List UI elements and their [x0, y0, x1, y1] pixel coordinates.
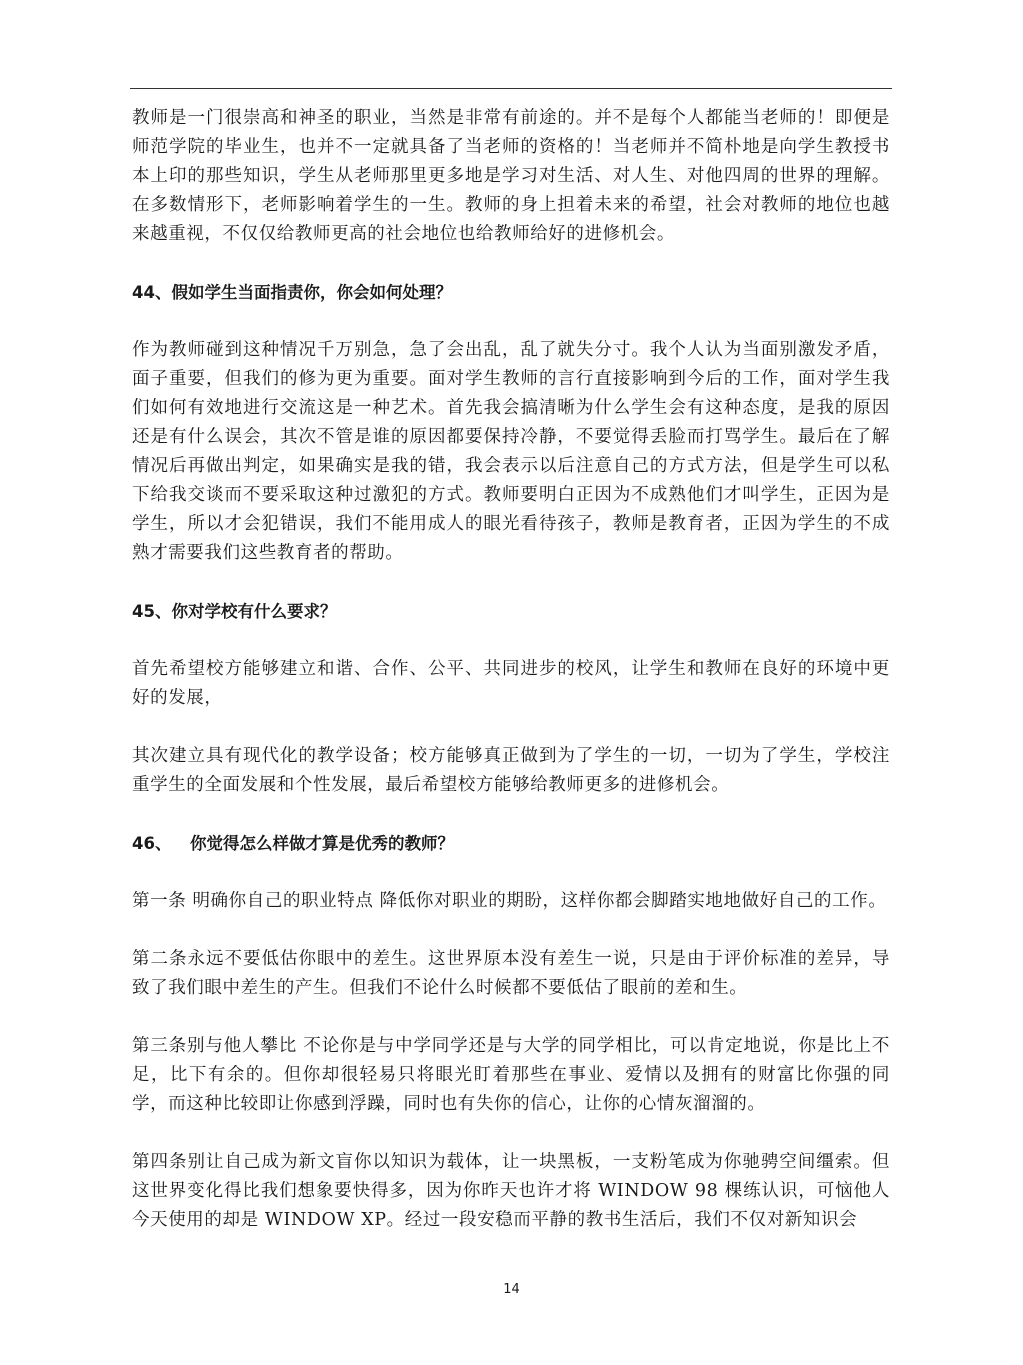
- question-45-number: 45、: [132, 602, 172, 621]
- answer-44-paragraph: 作为教师碰到这种情况千万别急，急了会出乱，乱了就失分寸。我个人认为当面别激发矛盾，面子重要，但我们的修为更为重要。面对学生教师的言行直接影响到今后的工作，面对学生我们如何有效地进行交流这是一种艺术。首先我会搞清晰为什么学生会有这种态度，是我的原因还是有什么误会，其次不管是谁的原因都要保持冷静，不要觉得丢脸而打骂学生。最后在了解情况后再做出判定，如果确实是我的错，我会表示以后注意自己的方式方法，但是学生可以私下给我交谈而不要采取这种过激犯的方式。教师要明白正因为不成熟他们才叫学生，正因为是学生，所以才会犯错误，我们不能用成人的眼光看待孩子，教师是教育者，正因为学生的不成熟才需要我们这些教育者的帮助。: [132, 340, 890, 563]
- question-45-heading: [132, 597, 890, 626]
- header-rule: [130, 88, 892, 89]
- page-content: [132, 104, 890, 1235]
- rule-3-paragraph: 第三条别与他人攀比 不论你是与中学同学还是与大学的同学相比，可以肯定地说，你是比上不足，比下有余的。但你却很轻易只将眼光盯着那些在事业、爱情以及拥有的财富比你强的同学，而这种比较即让你感到浮躁，同时也有失你的信心，让你的心情灰溜溜的。: [132, 1036, 890, 1114]
- rule-1-paragraph: 第一条 明确你自己的职业特点 降低你对职业的期盼，这样你都会脚踏实地地做好自己的工作。: [132, 891, 887, 911]
- question-45-title: 你对学校有什么要求？: [171, 602, 337, 621]
- question-46-number: 46、: [132, 834, 172, 853]
- answer-45-paragraph-2: 其次建立具有现代化的教学设备；校方能够真正做到为了学生的一切，一切为了学生，学校注重学生的全面发展和个性发展，最后希望校方能够给教师更多的进修机会。: [132, 746, 890, 795]
- question-46-title: 你觉得怎么样做才算是优秀的教师？: [190, 834, 454, 853]
- answer-45-paragraph-1: 首先希望校方能够建立和谐、合作、公平、共同进步的校风，让学生和教师在良好的环境中更好的发展，: [132, 659, 890, 708]
- question-44-title: 假如学生当面指责你，你会如何处理？: [171, 283, 452, 302]
- page-number: 14: [503, 1282, 520, 1297]
- paragraph-intro: 教师是一门很崇高和神圣的职业，当然是非常有前途的。并不是每个人都能当老师的！即便是师范学院的毕业生，也并不一定就具备了当老师的资格的！当老师并不简朴地是向学生教授书本上印的那些知识，学生从老师那里更多地是学习对生活、对人生、对他四周的世界的理解。在多数情形下，老师影响着学生的一生。教师的身上担着未来的希望，社会对教师的地位也越来越重视，不仅仅给教师更高的社会地位也给教师给好的进修机会。: [132, 108, 890, 244]
- rule-4-paragraph: 第四条别让自己成为新文盲你以知识为载体，让一块黑板，一支粉笔成为你驰骋空间缰索。但这世界变化得比我们想象要快得多，因为你昨天也许才将 WINDOW 98 棵练认识，可恼他人今天使用的却是 WINDOW XP。经过一段安稳而平静的教书生活后，我们不仅对新知识会: [132, 1152, 890, 1230]
- question-44-number: 44、: [132, 283, 172, 302]
- rule-2-paragraph: 第二条永远不要低估你眼中的差生。这世界原本没有差生一说，只是由于评价标准的差异，导致了我们眼中差生的产生。但我们不论什么时候都不要低估了眼前的差和生。: [132, 949, 890, 998]
- question-44-heading: [132, 278, 890, 307]
- question-46-heading: [132, 829, 890, 858]
